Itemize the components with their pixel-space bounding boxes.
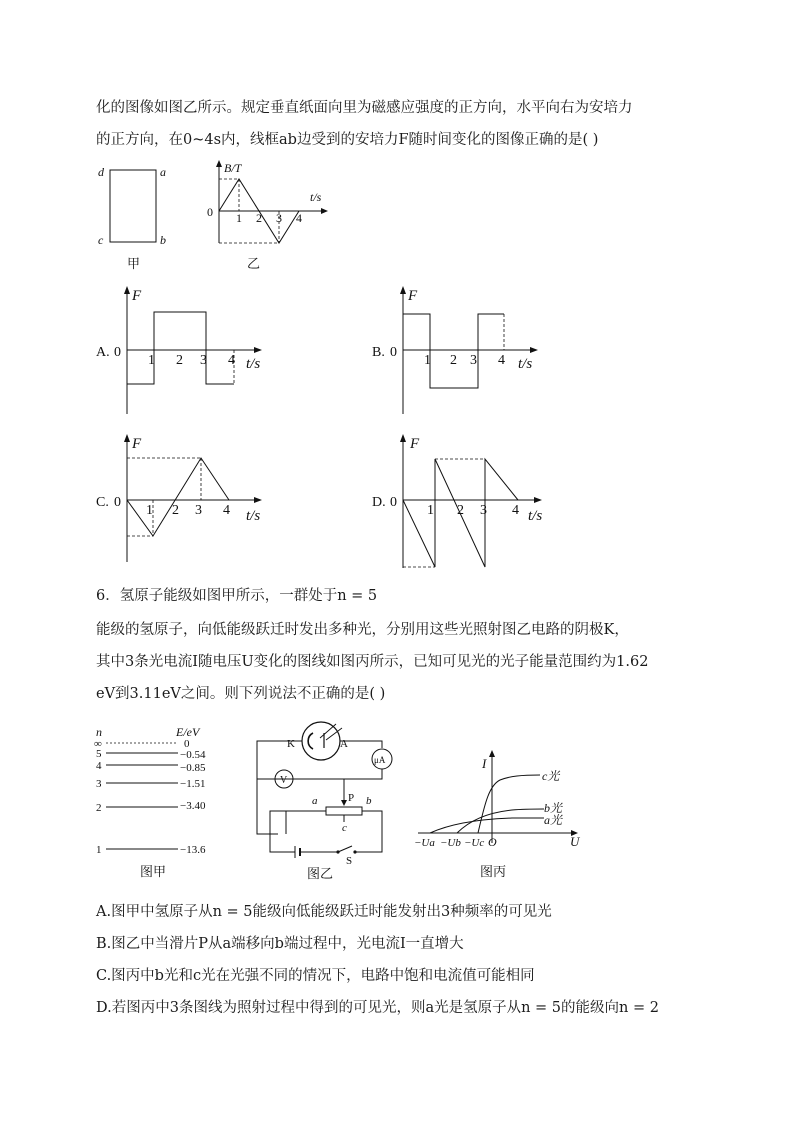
corner-c: c [98, 233, 104, 247]
yi-tick-4: 4 [296, 211, 302, 225]
option-b-tick-1: 1 [424, 353, 431, 368]
option-c-origin: 0 [114, 495, 121, 510]
option-c-ylabel: F [132, 436, 142, 452]
yi-tick-1: 1 [236, 211, 242, 225]
option-b-tick-3: 3 [470, 353, 477, 368]
level-2-e: −3.40 [180, 800, 206, 812]
voltmeter-label: V [280, 775, 288, 786]
levels-e-label: E/eV [176, 725, 200, 739]
option-d-tick-3: 3 [480, 503, 487, 518]
iv-origin: O [488, 835, 497, 849]
figure-jia-loop [96, 160, 176, 272]
option-d-xlabel: t/s [528, 508, 543, 524]
iv-xlabel: U [570, 834, 580, 849]
level-inf-e: 0 [184, 738, 190, 750]
option-a-tick-3: 3 [200, 353, 207, 368]
yi-tick-3: 3 [276, 211, 282, 225]
option-a-origin: 0 [114, 345, 121, 360]
option-d-ylabel: F [410, 436, 420, 452]
level-4-e: −0.85 [180, 762, 206, 774]
level-1-e: −13.6 [180, 844, 206, 856]
option-a-tick-1: 1 [148, 353, 155, 368]
yi-origin: 0 [207, 205, 213, 219]
option-d-letter: D. [372, 495, 386, 510]
loop-rect [110, 170, 156, 242]
option-c-f-curve [127, 458, 229, 536]
q6-choice-d: D.若图丙中3条图线为照射过程中得到的可见光，则a光是氢原子从n = 5的能级向n = 2 [96, 1000, 659, 1016]
option-c-graph [96, 432, 286, 566]
level-5-n: 5 [96, 748, 102, 760]
q5-text-line-2: 的正方向，在0~4s内，线框ab边受到的安培力F随时间变化的图像正确的是( ) [96, 132, 599, 148]
option-c-tick-3: 3 [195, 503, 202, 518]
rheostat [326, 807, 362, 815]
level-4-n: 4 [96, 760, 102, 772]
q6-text-line-2: 能级的氢原子，向低能级跃迁时发出多种光，分别用这些光照射图乙电路的阴极K， [96, 622, 629, 638]
option-c-letter: C. [96, 495, 109, 510]
slider-p: P [348, 792, 355, 804]
option-d-tick-1: 1 [427, 503, 434, 518]
caption-circuit: 图乙 [307, 866, 334, 881]
corner-b: b [160, 233, 166, 247]
option-b-tick-2: 2 [450, 353, 457, 368]
option-c-tick-4: 4 [223, 503, 230, 518]
option-a-letter: A. [96, 345, 110, 360]
yi-xlabel: t/s [310, 190, 322, 204]
option-b-letter: B. [372, 345, 385, 360]
option-a-f-curve [127, 312, 234, 384]
option-d-graph [372, 432, 562, 572]
q6-choice-c: C.图丙中b光和c光在光强不同的情况下，电路中饱和电流值可能相同 [96, 968, 535, 984]
option-d-origin: 0 [390, 495, 397, 510]
iv-uc: −Uc [464, 837, 485, 849]
iv-ub: −Ub [440, 837, 461, 849]
q6-choice-a: A.图甲中氢原子从n = 5能级向低能级跃迁时能发射出3种频率的可见光 [96, 904, 552, 920]
option-c-tick-1: 1 [146, 503, 153, 518]
photoelectric-circuit [250, 716, 390, 884]
corner-d: d [98, 165, 104, 179]
rheostat-end-b: b [366, 795, 372, 807]
caption-iv: 图丙 [480, 864, 507, 879]
q6-choice-b: B.图乙中当滑片P从a端移向b端过程中，光电流I一直增大 [96, 936, 464, 952]
rheostat-end-a: a [312, 795, 318, 807]
anode-a: A [340, 738, 348, 750]
option-d-tick-4: 4 [512, 503, 519, 518]
yi-tick-2: 2 [256, 211, 262, 225]
level-2-n: 2 [96, 802, 102, 814]
option-a-tick-2: 2 [176, 353, 183, 368]
option-a-tick-4: 4 [228, 353, 235, 368]
curve-c [478, 775, 540, 833]
option-b-origin: 0 [390, 345, 397, 360]
level-inf-n: ∞ [94, 738, 102, 750]
option-c-tick-2: 2 [172, 503, 179, 518]
iv-ua: −Ua [414, 837, 435, 849]
option-a-xlabel: t/s [246, 356, 261, 372]
option-a-ylabel: F [132, 288, 142, 304]
curve-a [430, 818, 544, 833]
iv-ylabel: I [482, 756, 487, 771]
caption-levels: 图甲 [140, 864, 167, 879]
q6-text-line-4: eV到3.11eV之间。则下列说法不正确的是( ) [96, 686, 386, 702]
curve-b-label: b光 [544, 801, 563, 815]
microammeter-label: μA [374, 755, 386, 765]
iv-curves-graph [412, 748, 587, 884]
energy-level-diagram [94, 724, 224, 884]
figure-yi-bt-graph [204, 158, 334, 273]
curve-c-label: c光 [542, 769, 560, 783]
cathode-k: K [287, 738, 295, 750]
option-a-graph [96, 284, 286, 418]
option-c-xlabel: t/s [246, 508, 261, 524]
option-b-tick-4: 4 [498, 353, 505, 368]
yi-ylabel: B/T [224, 161, 242, 175]
level-1-n: 1 [96, 844, 102, 856]
caption-yi: 乙 [247, 256, 261, 271]
option-b-ylabel: F [408, 288, 418, 304]
curve-b [457, 809, 544, 833]
option-b-xlabel: t/s [518, 356, 533, 372]
levels-n-label: n [96, 725, 102, 739]
q5-text-line-1: 化的图像如图乙所示。规定垂直纸面向里为磁感应强度的正方向，水平向右为安培力 [96, 100, 633, 116]
caption-jia: 甲 [127, 256, 141, 271]
level-3-n: 3 [96, 778, 102, 790]
level-5-e: −0.54 [180, 749, 206, 761]
level-3-e: −1.51 [180, 778, 206, 790]
tap-c: c [342, 822, 347, 834]
q6-text-line-3: 其中3条光电流I随电压U变化的图线如图丙所示，已知可见光的光子能量范围约为1.62 [96, 654, 649, 670]
option-b-graph [372, 284, 562, 418]
option-b-f-curve [403, 314, 504, 388]
option-d-tick-2: 2 [457, 503, 464, 518]
corner-a: a [160, 165, 166, 179]
switch-s: S [346, 855, 353, 867]
curve-a-label: a光 [544, 813, 563, 827]
q6-text-line-1: 6．氢原子能级如图甲所示，一群处于n = 5 [96, 588, 378, 604]
